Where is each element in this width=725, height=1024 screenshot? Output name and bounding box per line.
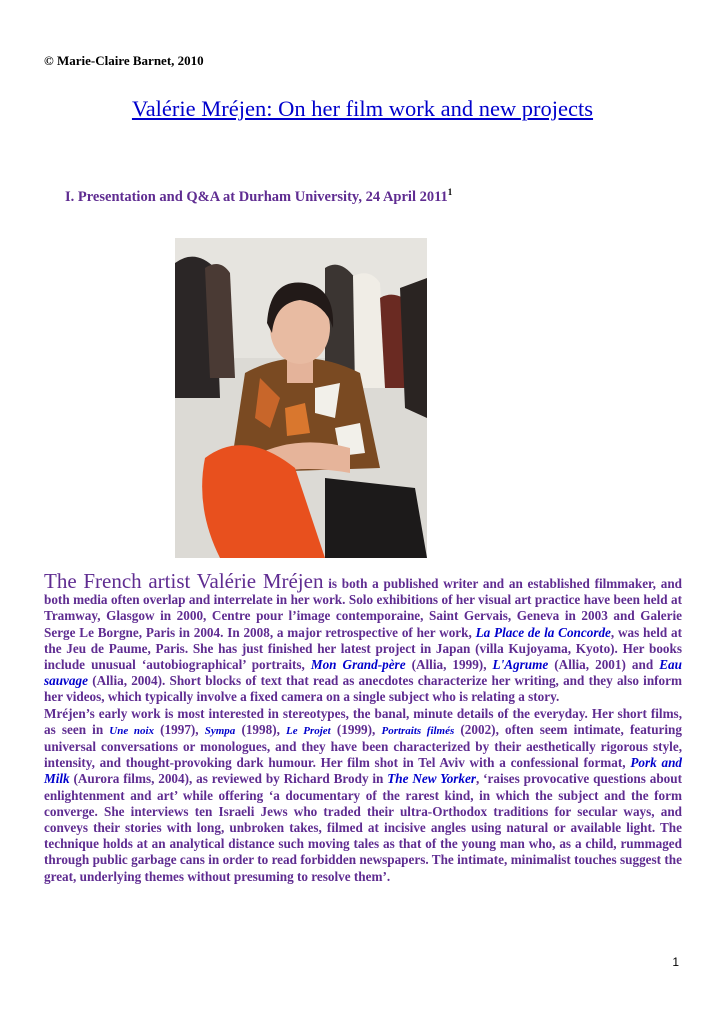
text-run: (1999), — [330, 721, 382, 737]
work-title: Mon Grand-père — [310, 657, 406, 673]
text-run: (2002), often seem intimate, featuring universal conversations or monologues, and they have been characterized by their aesthetically rigorous style, intensity, and thought-provoking dark humour. Her film shot in Tel Aviv with a confessional format, — [44, 721, 682, 771]
section-heading — [65, 187, 452, 206]
text-run: (Allia, 2004). Short blocks of text that read as anecdotes characterize her writing, and they also inform her videos, which typically involve a fixed camera on a single subject who is relating a story. — [44, 673, 682, 705]
work-title: Une noix — [109, 724, 155, 737]
lead-text: The French artist Valérie Mréjen — [44, 569, 324, 593]
text-run: (Allia, 2001) and — [548, 657, 660, 673]
text-run: is both a published writer and an established filmmaker, and both media often overlap and interrelate in her work. Solo exhibitions of her visual art practice have been held at Tramway, Glasgow in 2000, Centre pour l’image contemporaine, Saint Gervais, Geneva in 2003 and Galerie Serge Le Borgne, Paris in 2004. In 2008, a major retrospective of her work, — [44, 576, 682, 640]
work-title: Le Projet — [286, 724, 331, 737]
work-title: Eau sauvage — [44, 657, 682, 689]
text-run: , ‘raises provocative questions about enlightenment and art’ while offering ‘a documentary of the rarest kind, in which the subject and the form converge. She interviews ten Israeli Jews who traded their ultra-Orthodox traditions for secular ways, and conveys their stories with long, unbroken takes, filmed at incisive angles using natural or available light. The technique holds at an analytical distance such moving tales as that of the young man who, as a child, rummaged through public garbage cans in order to read forbidden newspapers. The intimate, minimalist touches suggest the great, underlying themes without presuming to resolve them’. — [44, 771, 682, 884]
page-number: 1 — [672, 955, 679, 969]
work-title: Pork and Milk — [44, 755, 682, 787]
text-run: (Allia, 1999), — [405, 657, 493, 673]
text-run: Mréjen’s early work is most interested in stereotypes, the banal, minute details of the everyday. Her short films, as seen in — [44, 705, 682, 737]
artist-photo — [175, 238, 427, 558]
text-run: (1997), — [154, 721, 205, 737]
article-body — [44, 569, 683, 885]
text-run: (1998), — [235, 721, 287, 737]
footnote-marker: 1 — [447, 187, 453, 197]
copyright-line: © Marie-Claire Barnet, 2010 — [44, 53, 204, 68]
page-title: Valérie Mréjen: On her film work and new projects — [131, 96, 594, 121]
publication-title: The New Yorker — [387, 771, 476, 787]
text-run: (Aurora films, 2004), as reviewed by Richard Brody in — [69, 771, 388, 787]
work-title: L'Agrume — [492, 657, 549, 673]
work-title: La Place de la Concorde — [475, 624, 611, 640]
paragraph-early-work — [44, 706, 682, 885]
section-heading-text: I. Presentation and Q&A at Durham University, 24 April 2011 — [65, 188, 448, 205]
work-title: Portraits filmés — [381, 724, 455, 737]
paragraph-intro — [44, 569, 683, 706]
text-run: , was held at the Jeu de Paume, Paris. She has just finished her latest project in Japan (villa Kujoyama, Kyoto). Her books include unusual ‘autobiographical’ portraits, — [44, 624, 683, 673]
work-title: Sympa — [204, 724, 236, 737]
